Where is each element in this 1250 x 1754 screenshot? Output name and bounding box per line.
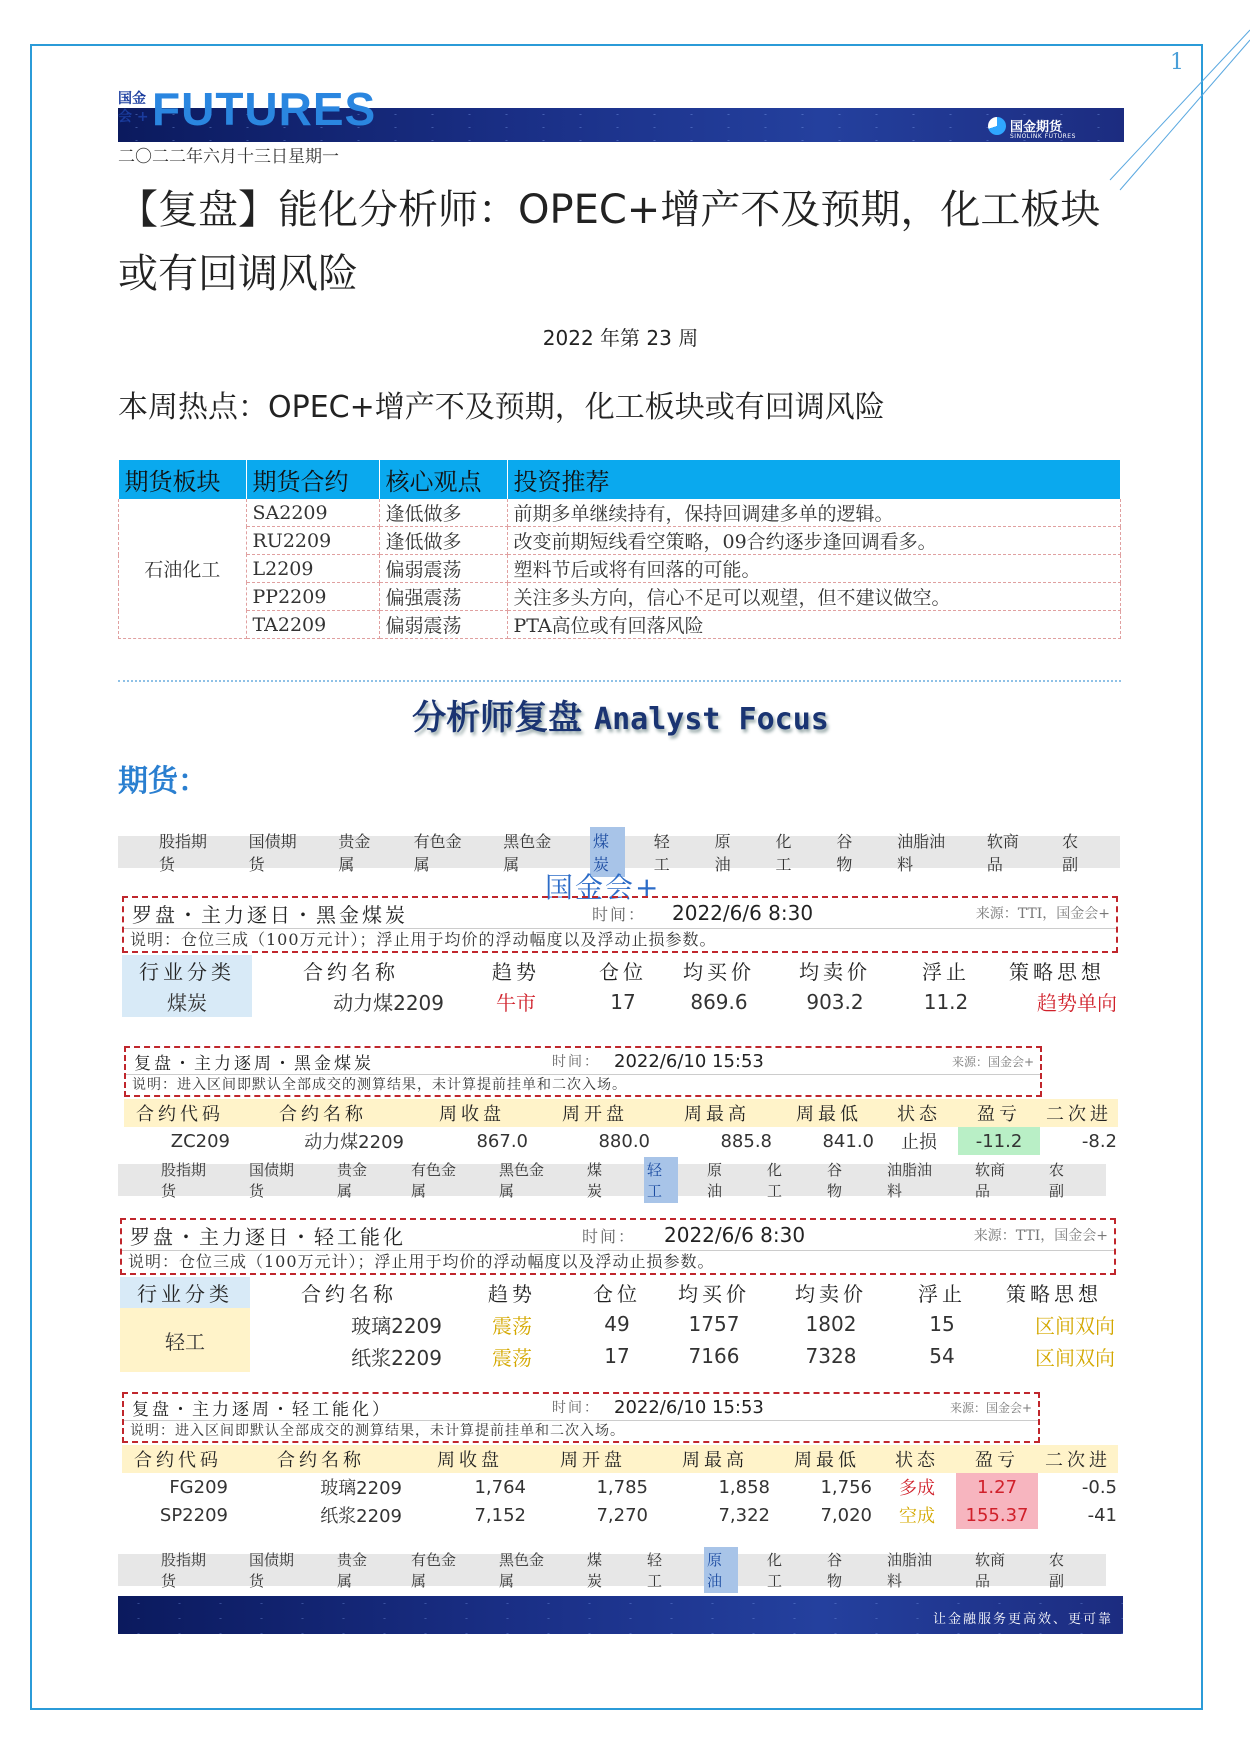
- brand-cn: 国金 会 +: [118, 91, 149, 125]
- table-row: L2209 偏弱震荡 塑料节后或将有回落的可能。: [119, 555, 1121, 583]
- nav-item[interactable]: 国债期货: [249, 1161, 295, 1200]
- nav-item[interactable]: 软商品: [986, 832, 1019, 874]
- footer-slogan: 让金融服务更高效、更可靠: [932, 1612, 1113, 1627]
- nav-item[interactable]: 化工: [775, 832, 792, 874]
- nav-item[interactable]: 有色金属: [411, 1161, 457, 1200]
- nav-item[interactable]: 轻工: [647, 1551, 663, 1590]
- table-row: FG209 玻璃2209 1,764 1,785 1,858 1,756 多成 1.27 -0.5: [122, 1473, 1118, 1501]
- section-divider: [118, 680, 1121, 682]
- coal-weekly-card: 复盘・主力逐周・黑金煤炭 时间： 2022/6/10 15:53 来源：国金会+ 说明：进入区间即默认全部成交的测算结果，未计算提前挂单和二次入场。 合约代码 合约名称 周收盘 周开盘 周最高 周最低 状态 盈亏 二次进 ZC209 动力煤2209 867.0 880.0 885.8 841.0 止损 -11.2 -8.2: [124, 1046, 1118, 1155]
- company-logo: 国金期货 SINOLINK FUTURES: [1010, 116, 1076, 140]
- company-logo-icon: [988, 117, 1006, 135]
- summary-header: 投资推荐: [507, 460, 1121, 499]
- nav-item[interactable]: 原油: [714, 832, 731, 874]
- coal-daily-table: 行业分类 合约名称 趋势 仓位 均买价 均卖价 浮止 策略思想 煤炭 动力煤2209 牛市 17 869.6 903.2 11.2 趋势单向: [122, 955, 1118, 1017]
- coal-weekly-table: 合约代码 合约名称 周收盘 周开盘 周最高 周最低 状态 盈亏 二次进 ZC209 动力煤2209 867.0 880.0 885.8 841.0 止损 -11.2 -8.2: [124, 1099, 1118, 1155]
- nav-item[interactable]: 贵金属: [337, 1551, 368, 1590]
- light-weekly-card: 复盘・主力逐周・轻工能化） 时间： 2022/6/10 15:53 来源：国金会+ 说明：进入区间即默认全部成交的测算结果，未计算提前挂单和二次入场。 合约代码 合约名称 周收盘 周开盘 周最高 周最低 状态 盈亏 二次进 FG209 玻璃2209 1,764 1,785 1,858 1,756 多成 1.27 -0.5 SP2209 纸浆2209 7,152 7,270 7,322 7,020 空成 155.37 -41: [122, 1392, 1118, 1529]
- nav-item[interactable]: 油脂油料: [887, 1551, 933, 1590]
- category-nav: [118, 832, 1120, 874]
- futures-heading: 期货：: [118, 764, 208, 799]
- summary-header: 期货板块: [119, 460, 247, 499]
- nav-item[interactable]: 原油: [704, 1547, 738, 1593]
- nav-item[interactable]: 原油: [707, 1161, 723, 1200]
- nav-item[interactable]: 化工: [767, 1161, 783, 1200]
- table-row: ZC209 动力煤2209 867.0 880.0 885.8 841.0 止损 -11.2 -8.2: [124, 1127, 1118, 1155]
- nav-item[interactable]: 煤炭: [587, 1161, 603, 1200]
- nav-item[interactable]: 煤炭: [590, 827, 625, 877]
- table-row: PP2209 偏强震荡 关注多头方向，信心不足可以观望，但不建议做空。: [119, 583, 1121, 611]
- summary-header: 期货合约: [246, 460, 379, 499]
- nav-item[interactable]: 软商品: [975, 1161, 1006, 1200]
- nav-item[interactable]: 农副: [1049, 1551, 1065, 1590]
- table-row: 轻工 玻璃2209 震荡 49 1757 1802 15 区间双向: [120, 1308, 1116, 1340]
- nav-item[interactable]: 轻工: [653, 832, 670, 874]
- nav-item[interactable]: 贵金属: [337, 1161, 368, 1200]
- nav-item[interactable]: 轻工: [644, 1157, 678, 1203]
- nav-item[interactable]: 国债期货: [248, 832, 297, 874]
- table-row: 煤炭 动力煤2209 牛市 17 869.6 903.2 11.2 趋势单向: [122, 986, 1118, 1017]
- nav-item[interactable]: 煤炭: [587, 1551, 603, 1590]
- nav-item[interactable]: 油脂油料: [897, 832, 946, 874]
- nav-item[interactable]: 谷物: [827, 1161, 843, 1200]
- nav-item[interactable]: 有色金属: [413, 832, 462, 874]
- table-row: RU2209 逢低做多 改变前期短线看空策略，09合约逐步逢回调看多。: [119, 527, 1121, 555]
- nav-item[interactable]: 黑色金属: [499, 1161, 545, 1200]
- nav-item[interactable]: 谷物: [836, 832, 853, 874]
- table-row: 纸浆2209 震荡 17 7166 7328 54 区间双向: [351, 1344, 1115, 1370]
- nav-item[interactable]: 黑色金属: [499, 1551, 545, 1590]
- sector-cell: 石油化工: [119, 499, 247, 639]
- nav-item[interactable]: 股指期货: [159, 832, 208, 874]
- nav-item[interactable]: 黑色金属: [503, 832, 552, 874]
- nav-item[interactable]: 股指期货: [161, 1551, 207, 1590]
- nav-item[interactable]: 农副: [1049, 1161, 1065, 1200]
- table-row: TA2209 偏弱震荡 PTA高位或有回落风险: [119, 611, 1121, 639]
- light-daily-table: 行业分类 合约名称 趋势 仓位 均买价 均卖价 浮止 策略思想 轻工 玻璃2209 震荡 49 1757 1802 15 区间双向 纸浆2209 震荡 17 7166 7328 54 区间双向: [120, 1277, 1116, 1372]
- footer-banner: [118, 1596, 1123, 1634]
- category-nav: [118, 1161, 1106, 1200]
- page-title: 【复盘】能化分析师：OPEC+增产不及预期，化工板块或有回调风险: [118, 187, 1101, 297]
- corner-decoration: [1110, 30, 1250, 190]
- nav-item[interactable]: 油脂油料: [887, 1161, 933, 1200]
- watermark: 国金会+: [545, 871, 661, 904]
- brand-logo-text: FUTURES: [152, 83, 377, 135]
- nav-item[interactable]: 农副: [1062, 832, 1079, 874]
- analyst-focus-heading: 分析师复盘 Analyst Focus: [412, 698, 829, 738]
- summary-table: [118, 460, 1121, 639]
- nav-item[interactable]: 国债期货: [249, 1551, 295, 1590]
- page-number: 1: [1170, 50, 1184, 75]
- nav-item[interactable]: 有色金属: [411, 1551, 457, 1590]
- summary-header: 核心观点: [379, 460, 507, 499]
- light-daily-card: 罗盘・主力逐日・轻工能化 时间： 2022/6/6 8:30 来源：TTI，国金会+ 说明：仓位三成（100万元计）；浮止用于均价的浮动幅度以及浮动止损参数。 行业分类 合约名称 趋势 仓位 均买价 均卖价 浮止 策略思想 轻工 玻璃2209 震荡 49 1757 1802 15 区间双向 纸浆2209 震荡 17 7166 7328 54 区间双向: [120, 1218, 1116, 1372]
- nav-item[interactable]: 谷物: [827, 1551, 843, 1590]
- report-date: 二〇二二年六月十三日星期一: [118, 147, 339, 167]
- nav-item[interactable]: 贵金属: [338, 832, 371, 874]
- report-week: 2022 年第 23 周: [542, 326, 699, 350]
- table-row: 石油化工 SA2209 逢低做多 前期多单继续持有，保持回调建多单的逻辑。: [119, 499, 1121, 527]
- category-nav: [118, 1551, 1106, 1590]
- light-weekly-table: 合约代码 合约名称 周收盘 周开盘 周最高 周最低 状态 盈亏 二次进 FG209 玻璃2209 1,764 1,785 1,858 1,756 多成 1.27 -0.5 SP2209 纸浆2209 7,152 7,270 7,322 7,020 空成 155.37 -41: [122, 1445, 1118, 1529]
- nav-item[interactable]: 软商品: [975, 1551, 1006, 1590]
- nav-item[interactable]: 股指期货: [161, 1161, 207, 1200]
- nav-item[interactable]: 化工: [767, 1551, 783, 1590]
- table-row: SP2209 纸浆2209 7,152 7,270 7,322 7,020 空成 155.37 -41: [122, 1501, 1118, 1529]
- weekly-hotspot: 本周热点：OPEC+增产不及预期，化工板块或有回调风险: [118, 390, 885, 425]
- coal-daily-card: 罗盘・主力逐日・黑金煤炭 时间： 2022/6/6 8:30 来源：TTI，国金会+ 说明：仓位三成（100万元计）；浮止用于均价的浮动幅度以及浮动止损参数。 行业分类 合约名称 趋势 仓位 均买价 均卖价 浮止 策略思想 煤炭 动力煤2209 牛市 17 869.6 903.2 11.2 趋势单向: [122, 896, 1118, 1017]
